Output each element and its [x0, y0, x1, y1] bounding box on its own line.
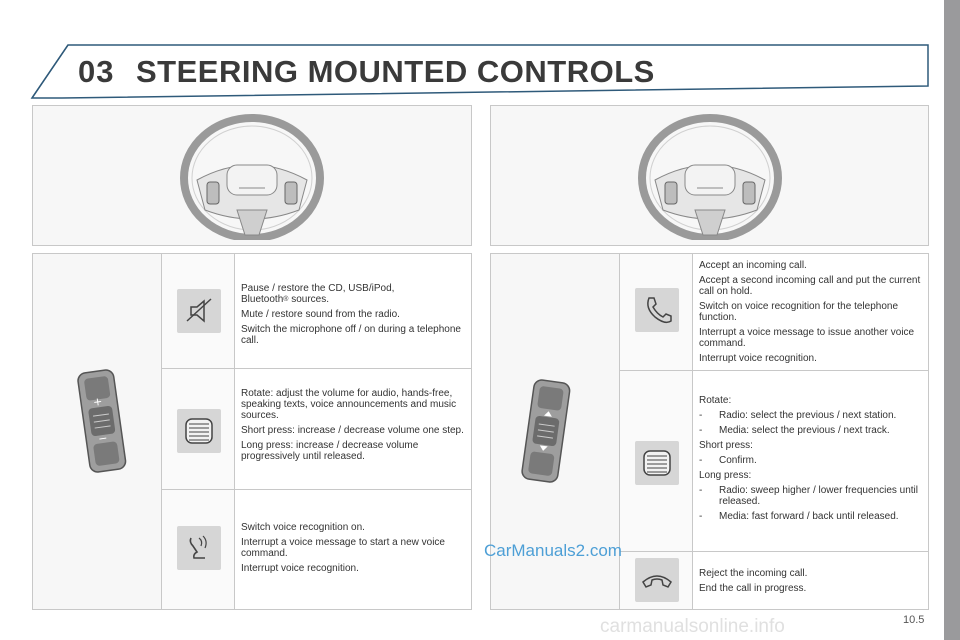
- phone-hangup-icon: [635, 558, 679, 602]
- select-wheel-description: Rotate: - Radio: select the previous / next station. - Media: select the previous / next track. Short press: - Confirm. Long press: - Radio: sweep higher / lower frequencies until released. - Media: fast forward / back until released.: [699, 395, 918, 522]
- watermark-text: CarManuals2.com: [484, 541, 622, 560]
- section-header: [30, 44, 930, 102]
- phone-pickup-icon: [635, 288, 679, 332]
- page-title: STEERING MOUNTED CONTROLS: [136, 54, 655, 89]
- row-icon-cell: [620, 254, 693, 370]
- volume-wheel-description: Rotate: adjust the volume for audio, hands-free, speaking texts, voice announcements and music sources. Short press: increase / decrease volume one step. Long press: increase / decrease volume progressively until released.: [241, 388, 464, 462]
- row-icon-cell: [162, 369, 235, 489]
- steering-wheel-image-right: [490, 105, 929, 246]
- steering-wheel-image-left: [32, 105, 472, 246]
- voice-recognition-icon: [177, 526, 221, 570]
- row-text-cell: [235, 490, 471, 609]
- steering-wheel-icon: [177, 110, 327, 240]
- voice-command-description: Switch voice recognition on. Interrupt a voice message to start a new voice command. Interrupt voice recognition.: [241, 522, 445, 574]
- call-accept-description: Accept an incoming call. Accept a second incoming call and put the current call on hold. Switch on voice recognition for the telephone function. Interrupt a voice message to issue another voice command. Interrupt voice recognition.: [699, 260, 921, 364]
- svg-text:−: −: [97, 431, 109, 446]
- row-icon-cell: [620, 371, 693, 551]
- page-number: 10.5: [903, 614, 925, 626]
- background-watermark: carmanualsonline.info: [600, 616, 785, 637]
- row-text-cell: [693, 552, 928, 609]
- left-control-pad-icon: [33, 254, 161, 609]
- left-control-pad-image: [33, 254, 162, 609]
- mute-description: Pause / restore the CD, USB/iPod, Bluetooth® sources. Mute / restore sound from the radio. Switch the microphone off / on during a telephone call.: [241, 283, 461, 346]
- left-controls-table: [32, 253, 472, 610]
- steering-wheel-icon: [635, 110, 785, 240]
- svg-text:+: +: [92, 394, 104, 409]
- row-text-cell: [235, 254, 471, 368]
- row-icon-cell: [620, 552, 693, 609]
- chapter-number: 03: [78, 54, 115, 89]
- page-edge-bar: [944, 0, 960, 640]
- thumbwheel-icon: [635, 441, 679, 485]
- row-icon-cell: [162, 254, 235, 368]
- row-text-cell: [235, 369, 471, 489]
- call-end-description: Reject the incoming call. End the call in progress.: [699, 568, 808, 594]
- row-text-cell: [693, 254, 928, 370]
- thumbwheel-icon: [177, 409, 221, 453]
- row-icon-cell: [162, 490, 235, 609]
- row-text-cell: [693, 371, 928, 551]
- mute-icon: [177, 289, 221, 333]
